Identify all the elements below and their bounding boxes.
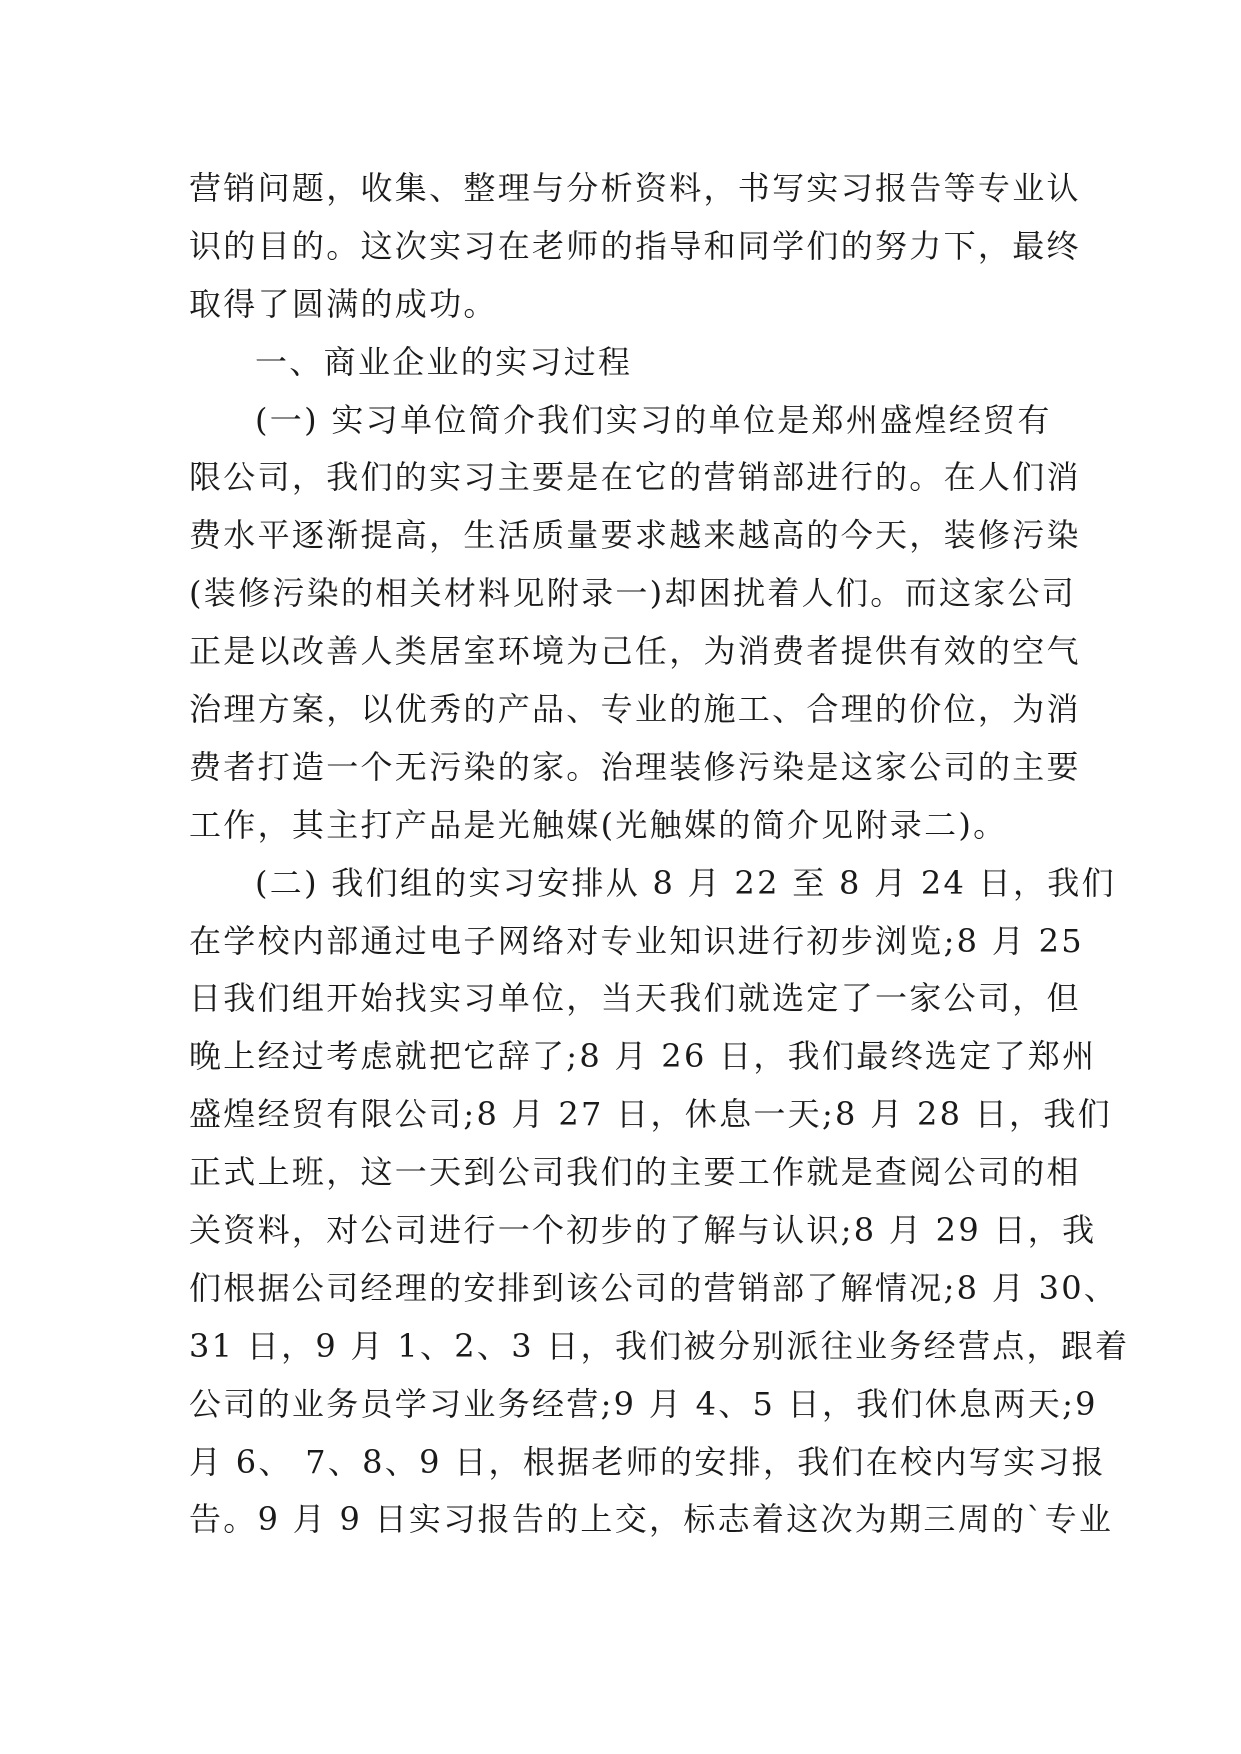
text-line: 营销问题，收集、整理与分析资料，书写实习报告等专业认	[189, 169, 1081, 207]
text-line: 识的目的。这次实习在老师的指导和同学们的努力下，最终	[189, 226, 1081, 265]
text-line: 月 6、 7、8、9 日，根据老师的安排，我们在校内写实习报	[189, 1442, 1106, 1481]
text-line: 费水平逐渐提高，生活质量要求越来越高的今天，装修污染	[189, 516, 1081, 555]
text-line: 费者打造一个无污染的家。治理装修污染是这家公司的主要	[189, 747, 1081, 786]
text-line: 日我们组开始找实习单位，当天我们就选定了一家公司，但	[189, 979, 1081, 1018]
text-line: 工作，其主打产品是光触媒(光触媒的简介见附录二)。	[189, 805, 1008, 844]
text-line: 关资料，对公司进行一个初步的了解与认识;8 月 29 日，我	[189, 1211, 1097, 1250]
text-line: 取得了圆满的成功。	[189, 284, 498, 323]
document-body	[189, 160, 1130, 1549]
text-line: 告。9 月 9 日实习报告的上交，标志着这次为期三周的`专业	[189, 1500, 1114, 1539]
text-line: 31 日，9 月 1、2、3 日，我们被分别派往业务经营点，跟着	[189, 1326, 1130, 1365]
text-line: 公司的业务员学习业务经营;9 月 4、5 日，我们休息两天;9	[189, 1384, 1098, 1423]
text-line: (二) 我们组的实习安排从 8 月 22 至 8 月 24 日，我们	[255, 863, 1116, 902]
text-line: 在学校内部通过电子网络对专业知识进行初步浏览;8 月 25	[189, 921, 1084, 960]
text-line: 治理方案，以优秀的产品、专业的施工、合理的价位，为消	[189, 690, 1081, 729]
text-line: 晚上经过考虑就把它辞了;8 月 26 日，我们最终选定了郑州	[189, 1037, 1097, 1076]
text-line: (装修污染的相关材料见附录一)却困扰着人们。而这家公司	[189, 574, 1077, 613]
text-line: (一) 实习单位简介我们实习的单位是郑州盛煌经贸有	[255, 400, 1052, 439]
text-line: 们根据公司经理的安排到该公司的营销部了解情况;8 月 30、	[189, 1268, 1119, 1307]
text-line: 正是以改善人类居室环境为己任，为消费者提供有效的空气	[189, 632, 1081, 671]
text-line: 限公司，我们的实习主要是在它的营销部进行的。在人们消	[189, 458, 1081, 497]
text-line: 盛煌经贸有限公司;8 月 27 日，休息一天;8 月 28 日，我们	[189, 1095, 1112, 1134]
text-line: 正式上班，这一天到公司我们的主要工作就是查阅公司的相	[189, 1153, 1081, 1192]
text-line: 一、商业企业的实习过程	[255, 342, 633, 381]
